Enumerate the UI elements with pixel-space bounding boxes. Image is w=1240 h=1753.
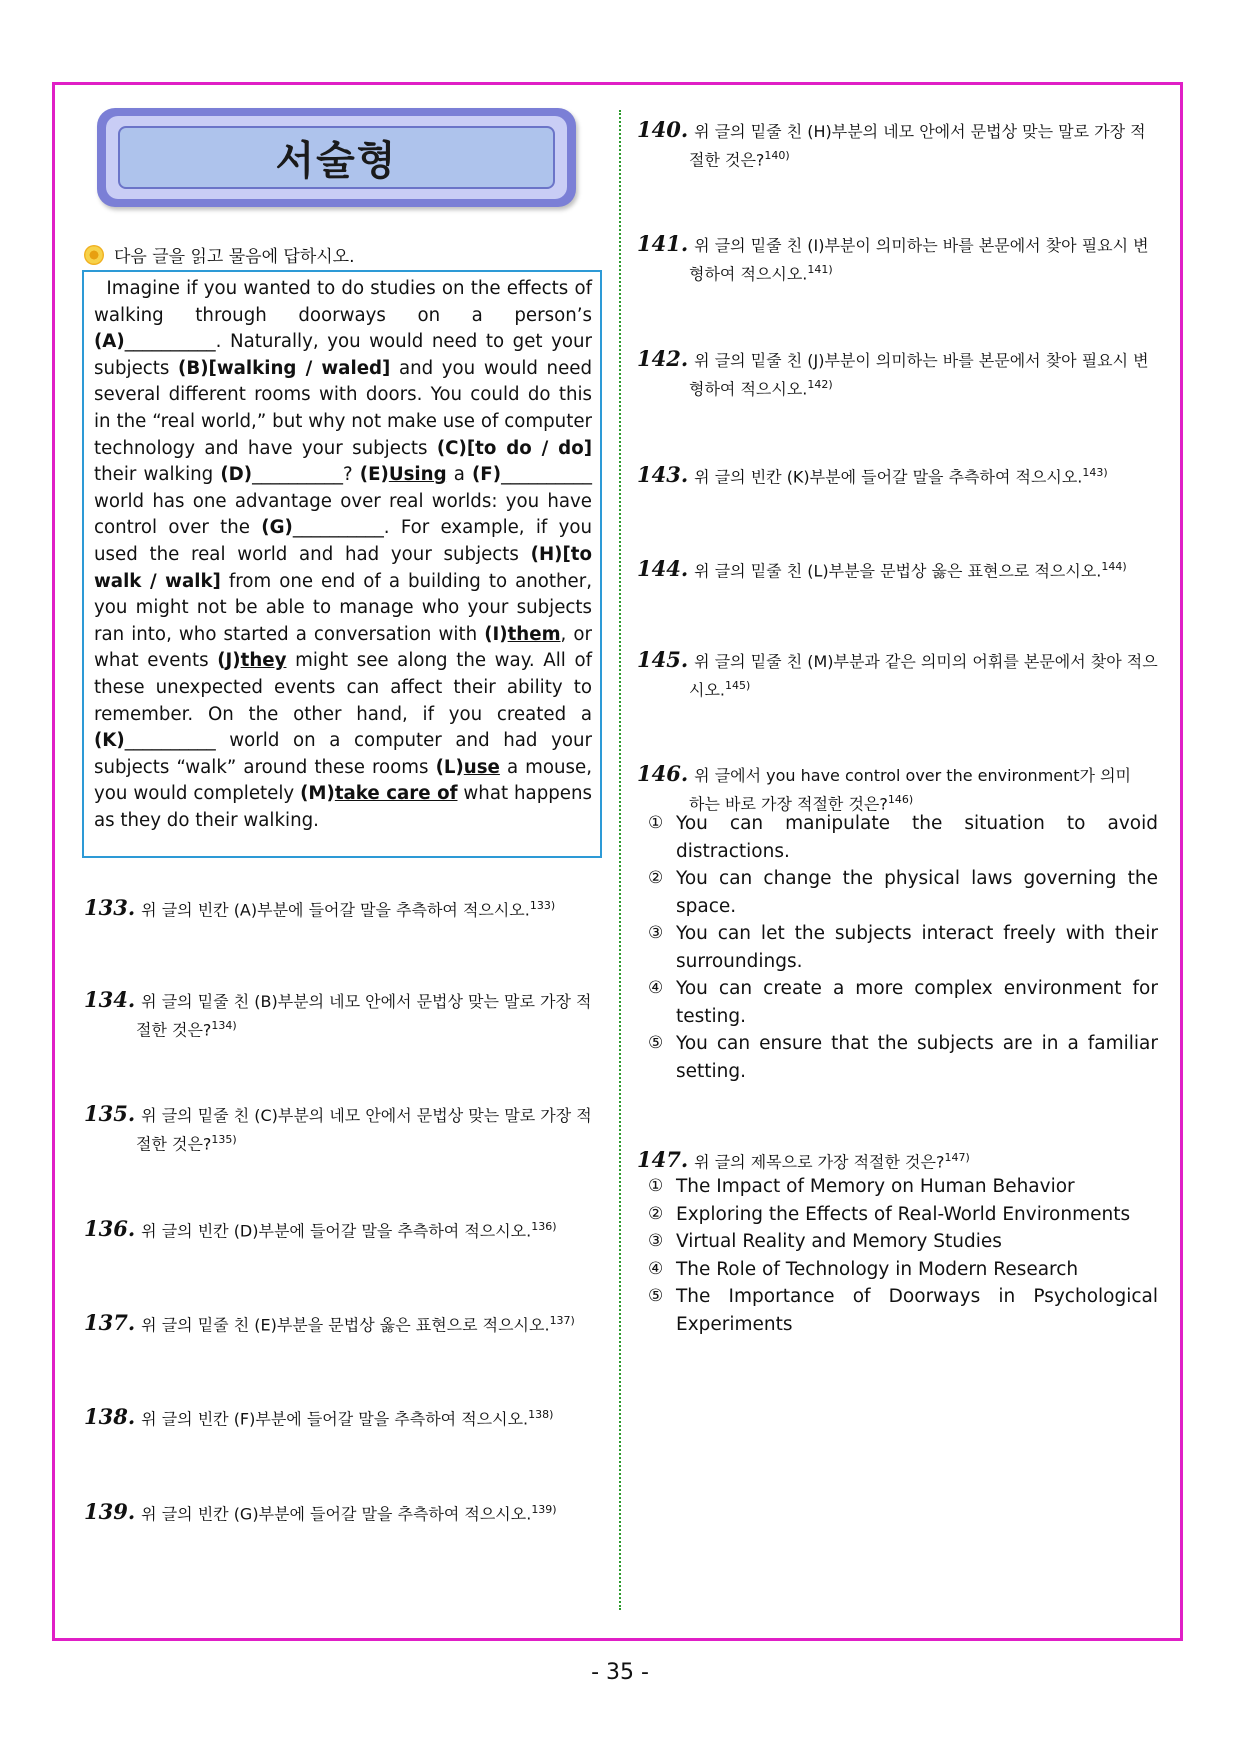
- label-j: (J): [217, 650, 241, 672]
- option-2[interactable]: [648, 1201, 1158, 1229]
- question-text: 위 글에서 you have control over the environment가 의미: [694, 766, 1131, 785]
- option-mark: ①: [648, 813, 664, 833]
- blank-f: __________: [501, 464, 592, 486]
- option-text: You can ensure that the subjects are in a familiar setting.: [676, 1033, 1158, 1082]
- option-mark: ②: [648, 868, 664, 888]
- footnote-ref: 135): [211, 1133, 237, 1146]
- option-text: You can create a more complex environment for testing.: [676, 978, 1158, 1027]
- question-140: [637, 118, 1167, 172]
- footnote-ref: 136): [531, 1220, 557, 1233]
- question-text: 하는 바로 가장 적절한 것은?: [689, 794, 888, 814]
- option-text: The Importance of Doorways in Psychological Experiments: [676, 1286, 1158, 1335]
- question-number: 147.: [637, 1147, 689, 1173]
- question-133: [84, 894, 604, 922]
- footnote-ref: 140): [764, 149, 790, 162]
- option-text: The Impact of Memory on Human Behavior: [676, 1176, 1075, 1197]
- question-144: [637, 555, 1167, 583]
- label-k: (K): [94, 730, 125, 752]
- question-text: 위 글의 빈칸 (D)부분에 들어갈 말을 추측하여 적으시오.: [141, 1221, 532, 1241]
- label-e: (E): [359, 464, 389, 486]
- option-2[interactable]: [648, 865, 1158, 920]
- underline-i: them: [507, 623, 561, 645]
- footnote-ref: 143): [1082, 466, 1108, 479]
- question-text: 위 글의 밑줄 친 (E)부분을 문법상 옳은 표현으로 적으시오.: [141, 1315, 550, 1335]
- blank-a: __________: [124, 331, 216, 353]
- option-4[interactable]: [648, 1256, 1158, 1284]
- q146-options: [648, 810, 1158, 1085]
- option-mark: ④: [648, 1258, 664, 1279]
- option-4[interactable]: [648, 975, 1158, 1030]
- option-text: The Role of Technology in Modern Research: [676, 1258, 1079, 1280]
- passage-text: from one end of a building to another, you might not be able to manage who your subjects ran into, who started a conversation with: [94, 570, 592, 645]
- passage-text: a mouse, you would completely: [94, 756, 593, 805]
- passage-text: and you would need several different rooms with doors. You could do this in the “real world,” but why not make use of computer technology and have your subjects: [94, 357, 593, 459]
- option-5[interactable]: [648, 1030, 1158, 1085]
- footnote-ref: 146): [887, 793, 914, 806]
- question-number: 144.: [637, 556, 689, 582]
- question-number: 142.: [637, 346, 689, 371]
- question-138: [84, 1403, 604, 1431]
- question-text: 위 글의 밑줄 친 (H)부분의 네모 안에서 문법상 맞는 말로 가장 적: [694, 122, 1146, 141]
- underline-m: take care of: [334, 783, 458, 805]
- question-text: 위 글의 빈칸 (A)부분에 들어갈 말을 추측하여 적으시오.: [141, 900, 530, 920]
- question-number: 135.: [84, 1101, 136, 1126]
- question-146: [637, 762, 1167, 816]
- label-i: (I): [484, 623, 508, 645]
- footnote-ref: 142): [807, 378, 833, 391]
- question-text: 절한 것은?: [689, 150, 765, 170]
- question-134: [84, 988, 604, 1042]
- option-3[interactable]: [648, 920, 1158, 975]
- option-mark: ③: [648, 1231, 664, 1251]
- footnote-ref: 139): [531, 1503, 557, 1516]
- question-number: 134.: [84, 987, 136, 1012]
- option-text: Exploring the Effects of Real-World Environments: [676, 1203, 1131, 1225]
- underline-j: they: [240, 650, 287, 672]
- question-number: 133.: [84, 895, 136, 921]
- option-1[interactable]: [648, 810, 1158, 865]
- option-mark: ⑤: [648, 1033, 664, 1053]
- question-text: 절한 것은?: [136, 1134, 212, 1154]
- question-text: 형하여 적으시오.: [689, 264, 808, 284]
- footnote-ref: 133): [529, 899, 556, 912]
- section-title-frame: [106, 116, 567, 199]
- label-l: (L): [435, 756, 464, 778]
- question-text: 위 글의 빈칸 (G)부분에 들어갈 말을 추측하여 적으시오.: [141, 1504, 532, 1524]
- underline-e: Using: [388, 464, 447, 486]
- passage-text: might see along the way. All of these unexpected events can affect their ability to remember. On the other hand, if you created a: [94, 650, 592, 725]
- option-mark: ②: [648, 1203, 664, 1224]
- question-text: 위 글의 밑줄 친 (L)부분을 문법상 옳은 표현으로 적으시오.: [694, 561, 1102, 581]
- footnote-ref: 138): [528, 1408, 554, 1421]
- footnote-ref: 137): [549, 1314, 575, 1327]
- blank-g: __________: [292, 517, 384, 539]
- label-c: (C)[to do / do]: [436, 437, 593, 459]
- option-1[interactable]: [648, 1173, 1158, 1201]
- column-divider: [619, 110, 621, 1610]
- flower-icon: [84, 245, 104, 265]
- question-number: 136.: [84, 1216, 136, 1242]
- footnote-ref: 145): [725, 679, 751, 692]
- question-135: [84, 1102, 604, 1156]
- label-f: (F): [472, 464, 502, 486]
- question-number: 137.: [84, 1310, 136, 1336]
- question-145: [637, 648, 1167, 702]
- label-g: (G): [261, 517, 293, 539]
- footnote-ref: 147): [944, 1151, 970, 1164]
- underline-l: use: [463, 756, 500, 778]
- label-h: (H)[to walk / walk]: [94, 543, 592, 592]
- question-number: 139.: [84, 1499, 136, 1525]
- passage-text: ?: [343, 464, 360, 486]
- question-142: [637, 347, 1167, 401]
- option-mark: ③: [648, 923, 664, 943]
- question-number: 145.: [637, 647, 689, 672]
- question-number: 140.: [637, 117, 689, 142]
- question-text: 형하여 적으시오.: [689, 379, 808, 399]
- question-text: 위 글의 빈칸 (F)부분에 들어갈 말을 추측하여 적으시오.: [141, 1409, 529, 1429]
- question-text: 위 글의 밑줄 친 (C)부분의 네모 안에서 문법상 맞는 말로 가장 적: [141, 1106, 592, 1125]
- question-147: [637, 1146, 1167, 1174]
- passage-text: . Naturally, you would need to get your subjects: [94, 331, 592, 379]
- question-number: 141.: [637, 231, 689, 256]
- question-text: 위 글의 밑줄 친 (B)부분의 네모 안에서 문법상 맞는 말로 가장 적: [141, 992, 592, 1011]
- label-d: (D): [220, 464, 253, 486]
- option-mark: ④: [648, 978, 664, 998]
- instruction: [84, 242, 355, 267]
- passage-text: a: [446, 464, 472, 486]
- question-137: [84, 1309, 604, 1337]
- question-136: [84, 1215, 604, 1243]
- question-text: 위 글의 밑줄 친 (J)부분이 의미하는 바를 본문에서 찾아 필요시 변: [694, 351, 1149, 370]
- question-number: 143.: [637, 462, 689, 488]
- label-a: (A): [94, 331, 125, 353]
- footnote-ref: 141): [807, 263, 833, 276]
- blank-k: __________: [124, 730, 216, 752]
- passage-text: what happens as they do their walking.: [94, 783, 592, 831]
- blank-d: __________: [252, 464, 343, 486]
- passage-text: Imagine if you wanted to do studies on the effects of walking through doorways on a person’s: [94, 278, 592, 326]
- option-text: Virtual Reality and Memory Studies: [676, 1231, 1002, 1252]
- section-title: 서술형: [118, 126, 555, 189]
- page-number: - 35 -: [591, 1660, 649, 1685]
- instruction-text: 다음 글을 읽고 물음에 답하시오.: [114, 247, 355, 267]
- footnote-ref: 144): [1101, 560, 1127, 573]
- question-text: 위 글의 밑줄 친 (I)부분이 의미하는 바를 본문에서 찾아 필요시 변: [694, 236, 1149, 255]
- footnote-ref: 134): [211, 1019, 237, 1032]
- label-b: (B)[walking / waled]: [178, 357, 391, 379]
- question-number: 138.: [84, 1404, 136, 1430]
- option-mark: ①: [648, 1176, 664, 1196]
- option-3[interactable]: [648, 1228, 1158, 1256]
- label-m: (M): [300, 783, 335, 805]
- question-141: [637, 232, 1167, 286]
- passage-text: their walking: [94, 464, 221, 486]
- section-title-box: [97, 108, 576, 207]
- option-mark: ⑤: [648, 1286, 664, 1306]
- q147-options: [648, 1173, 1158, 1338]
- option-5[interactable]: [648, 1283, 1158, 1338]
- reading-passage: [82, 270, 602, 858]
- question-text: 위 글의 제목으로 가장 적절한 것은?: [694, 1152, 945, 1172]
- option-text: You can let the subjects interact freely with their surroundings.: [676, 923, 1158, 972]
- question-139: [84, 1498, 604, 1526]
- question-text: 시오.: [689, 680, 725, 700]
- question-number: 146.: [637, 761, 689, 786]
- option-text: You can change the physical laws governing the space.: [676, 868, 1158, 917]
- passage-text: , or what events: [94, 623, 593, 672]
- passage-text: world on a computer and had your subjects “walk” around these rooms: [94, 730, 592, 778]
- question-text: 위 글의 밑줄 친 (M)부분과 같은 의미의 어휘를 본문에서 찾아 적으: [694, 652, 1158, 671]
- passage-text: world has one advantage over real worlds: you have control over the: [94, 490, 592, 539]
- option-text: You can manipulate the situation to avoid distractions.: [676, 813, 1158, 862]
- question-text: 위 글의 빈칸 (K)부분에 들어갈 말을 추측하여 적으시오.: [694, 467, 1083, 487]
- passage-text: . For example, if you used the real world and had your subjects: [94, 517, 593, 565]
- question-text: 절한 것은?: [136, 1020, 212, 1040]
- question-143: [637, 461, 1167, 489]
